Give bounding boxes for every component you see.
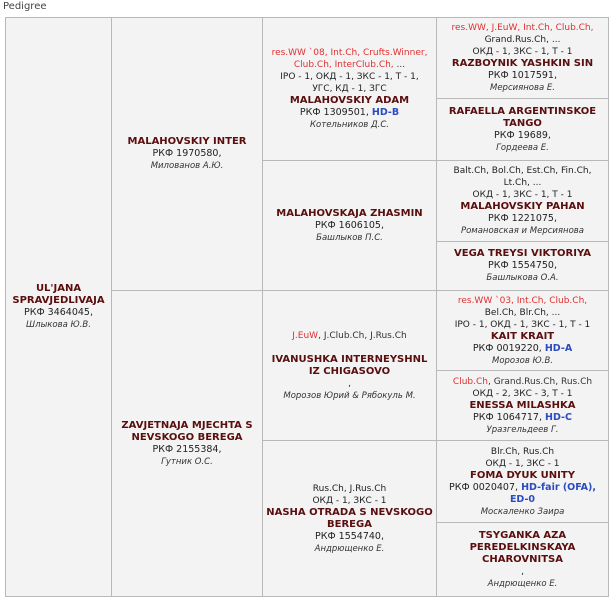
sd-cell [263, 161, 437, 291]
dd-line2: ОКД - 1, ЗКС - 1 [312, 495, 387, 506]
dsd-hd: HD-C [545, 411, 572, 423]
ssd-name[interactable]: RAFAELLA ARGENTINSKOE TANGO [448, 105, 597, 129]
ddd-cell [437, 523, 609, 597]
dsd-line-b: ОКД - 2, ЗКС - 3, Т - 1 [472, 388, 573, 399]
dd-line1: Rus.Ch, J.Rus.Ch [312, 483, 387, 494]
dds-reg: РКФ 0020407, HD-fair (OFA), ED-0 [449, 481, 596, 505]
dss-reg: РКФ 0019220, HD-A [472, 342, 573, 354]
sss-reg: РКФ 1017591, [487, 70, 557, 81]
ds-comma: , [348, 378, 351, 389]
sire-name[interactable]: MALAHOVSKIY INTER [127, 136, 247, 147]
ss-owner: Котельников Д.С. [310, 120, 389, 130]
dss-cell [437, 291, 609, 371]
ddd-owner: Андрющенко Е. [487, 578, 558, 589]
dam-name[interactable]: ZAVJETNAJA MJECHTA S NEVSKOGO BEREGA [121, 419, 253, 443]
sdd-cell [437, 242, 609, 291]
sire-owner: Милованов А.Ю. [150, 161, 224, 171]
ss-titles: res.WW `08, Int.Ch, Crufts.Winner, Club.Ch, InterClub.Ch, ... [271, 48, 428, 70]
sdd-owner: Башлыкова О.А. [486, 273, 559, 283]
dsd-owner: Уразгельдеев Г. [486, 424, 559, 435]
sss-name[interactable]: RAZBOYNIK YASHKIN SIN [451, 58, 594, 69]
dd-name[interactable]: NASHA OTRADA S NEVSKOGO BEREGA [266, 506, 433, 530]
sds-cell [437, 161, 609, 242]
sd-name[interactable]: MALAHOVSKAJA ZHASMIN [276, 207, 423, 219]
sds-line-a: Balt.Ch, Bol.Ch, Est.Ch, Fin.Ch, [453, 166, 592, 176]
dd-cell [263, 441, 437, 597]
sss-owner: Мерсиянова Е. [489, 83, 556, 93]
sds-owner: Романовская и Мерсиянова [460, 226, 585, 236]
dam-cell [112, 291, 263, 597]
dsd-cell [437, 371, 609, 441]
ds-cell [263, 291, 437, 441]
dd-reg: РКФ 1554740, [314, 530, 384, 542]
sds-name[interactable]: MALAHOVSKIY PAHAN [460, 201, 585, 212]
ssd-cell [437, 99, 609, 161]
sss-line-b: Grand.Rus.Ch, ... [484, 35, 561, 45]
sds-line-c: ОКД - 1, ЗКС - 1, Т - 1 [472, 190, 573, 200]
dss-line-b: Bel.Ch, Blr.Ch, ... [484, 307, 561, 318]
dog-owner: Шлыкова Ю.В. [26, 320, 91, 330]
sd-owner: Башлыков П.С. [316, 232, 383, 243]
ddd-comma: , [521, 566, 524, 577]
dss-titles: res.WW `03, Int.Ch, Club.Ch, [457, 295, 588, 306]
ssd-reg: РКФ 19689, [494, 129, 551, 141]
dam-owner: Гутник О.С. [161, 456, 213, 467]
ss-line3: УГС, КД - 1, ЗГС [312, 84, 387, 94]
sds-reg: РКФ 1221075, [487, 213, 557, 224]
ssd-owner: Гордеева Е. [496, 142, 549, 153]
dsd-titles: Club.Ch, Grand.Rus.Ch, Rus.Ch [452, 376, 593, 387]
ds-name[interactable]: IVANUSHKA INTERNEYSHNL IZ CHIGASOVO [271, 353, 428, 377]
dss-hd: HD-A [544, 342, 573, 354]
dds-hd: HD-fair (OFA), ED-0 [509, 481, 596, 505]
dds-line-b: ОКД - 1, ЗКС - 1 [485, 458, 560, 469]
sire-cell [112, 18, 263, 291]
dog-reg: РКФ 3464045, [23, 307, 93, 318]
dd-owner: Андрющенко Е. [314, 543, 385, 554]
dds-name[interactable]: FOMA DYUK UNITY [470, 469, 575, 481]
sss-titles: res.WW, J.EuW, Int.Ch, Club.Ch, [451, 23, 594, 33]
sdd-reg: РКФ 1554750, [487, 260, 557, 271]
ss-line2: IPO - 1, ОКД - 1, ЗКС - 1, Т - 1, [280, 72, 419, 82]
sss-line-c: ОКД - 1, ЗКС - 1, Т - 1 [472, 47, 573, 57]
sd-reg: РКФ 1606105, [314, 219, 384, 231]
dam-reg: РКФ 2155384, [152, 443, 222, 455]
ddd-name[interactable]: TSYGANKA AZA PEREDELKINSKAYA CHAROVNITSA [469, 529, 576, 565]
sdd-name[interactable]: VEGA TREYSI VIKTORIYA [454, 248, 591, 259]
dds-owner: Москаленко Заира [480, 506, 565, 517]
dsd-name[interactable]: ENESSA MILASHKA [469, 399, 576, 411]
dss-line-c: IPO - 1, ОКД - 1, ЗКС - 1, Т - 1 [454, 319, 591, 330]
pedigree-header: Pedigree [3, 1, 47, 12]
ss-name[interactable]: MALAHOVSKIY ADAM [289, 95, 410, 106]
ss-reg: РКФ 1309501, HD-B [299, 107, 400, 118]
ds-owner: Морозов Юрий & Рябокуль М. [283, 390, 416, 401]
dog-cell [6, 18, 112, 597]
ds-titles: J.EuW, J.Club.Ch, J.Rus.Ch [292, 330, 407, 341]
sire-reg: РКФ 1970580, [152, 148, 222, 159]
dds-line-a: Blr.Ch, Rus.Ch [490, 446, 555, 457]
ss-cell [263, 18, 437, 161]
dds-cell [437, 441, 609, 523]
dss-name[interactable]: KAIT KRAIT [490, 330, 555, 342]
dog-name[interactable]: UL'JANA SPRAVJEDLIVAJA [12, 283, 105, 306]
dss-owner: Морозов Ю.В. [492, 355, 553, 366]
sss-cell [437, 18, 609, 99]
dsd-reg: РКФ 1064717, HD-C [473, 411, 572, 423]
sds-line-b: Lt.Ch, ... [503, 178, 542, 188]
ss-hd: HD-B [371, 107, 400, 118]
pedigree-table [5, 17, 609, 597]
